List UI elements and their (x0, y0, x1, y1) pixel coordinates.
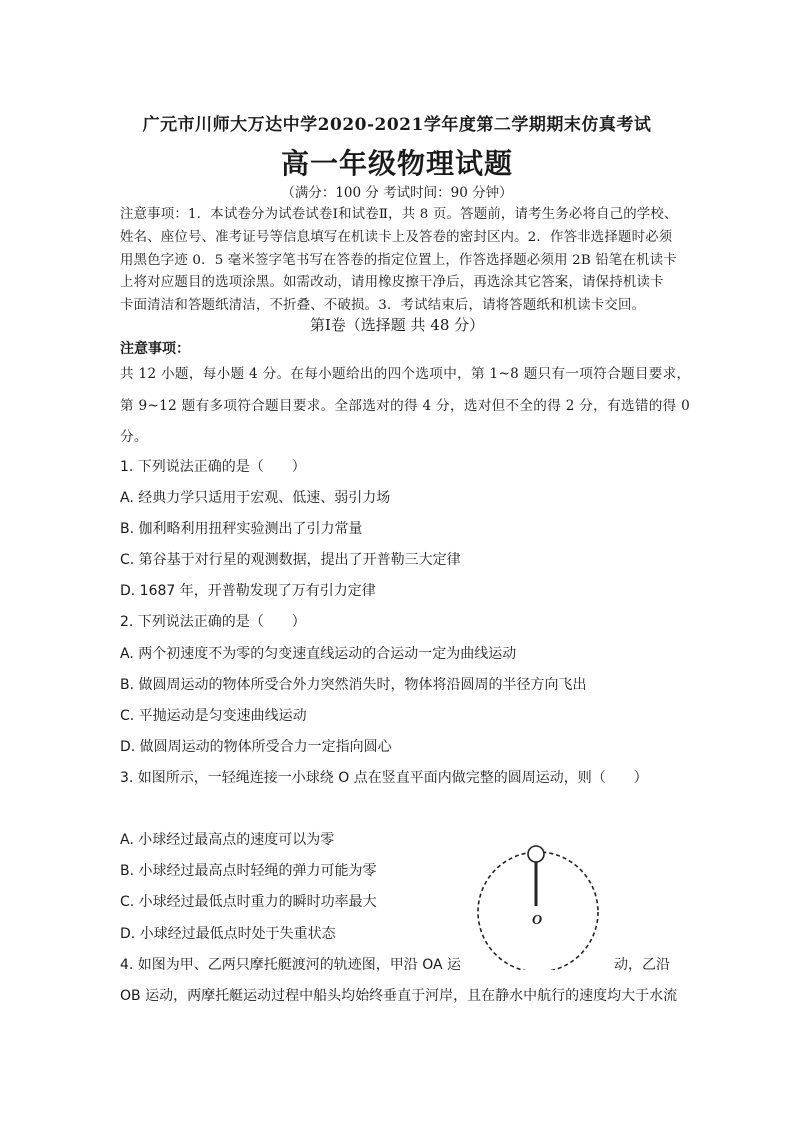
circular-motion-figure (474, 842, 602, 970)
ball (528, 846, 544, 862)
question-3-option-a: A. 小球经过最高点的速度可以为零 (120, 832, 335, 848)
notice-line: 用黑色字迹 0．5 毫米签字笔书写在答卷的指定位置上，作答选择题必须用 2B 铅笔在机读卡 (120, 252, 677, 268)
question-1-option-c: C. 第谷基于对行星的观测数据，提出了开普勒三大定律 (120, 552, 461, 568)
section-note-heading: 注意事项： (120, 341, 190, 357)
question-2-option-b: B. 做圆周运动的物体所受合外力突然消失时，物体将沿圆周的半径方向飞出 (120, 677, 587, 693)
question-4-stem-line2: OB 运动，两摩托艇运动过程中船头均始终垂直于河岸，且在静水中航行的速度均大于水流 (120, 988, 678, 1004)
question-3-option-d: D. 小球经过最低点时处于失重状态 (120, 926, 336, 942)
notice-line: 注意事项：1．本试卷分为试卷试卷Ⅰ和试卷Ⅱ，共 8 页。答题前，请考生务必将自己的学校、 (120, 207, 678, 222)
question-1-option-d: D. 1687 年，开普勒发现了万有引力定律 (120, 583, 376, 599)
question-3-option-c: C. 小球经过最低点时重力的瞬时功率最大 (120, 894, 377, 910)
exam-notice (120, 204, 680, 318)
center-label: O (532, 913, 543, 928)
question-3-option-b: B. 小球经过最高点时轻绳的弹力可能为零 (120, 863, 377, 879)
question-2-stem: 2. 下列说法正确的是（ ） (120, 614, 306, 630)
question-2-option-c: C. 平抛运动是匀变速曲线运动 (120, 708, 307, 724)
question-1-option-b: B. 伽利略利用扭秤实验测出了引力常量 (120, 521, 363, 537)
school-exam-title: 广元市川师大万达中学2020-2021学年度第二学期期末仿真考试 (142, 115, 652, 135)
paper-title: 高一年级物理试题 (280, 147, 513, 180)
question-1-stem: 1. 下列说法正确的是（ ） (120, 459, 306, 475)
question-3-stem: 3. 如图所示，一轻绳连接一小球绕 O 点在竖直平面内做完整的圆周运动，则（ ） (120, 770, 648, 786)
question-4-stem-part1: 4. 如图为甲、乙两只摩托艇渡河的轨迹图，甲沿 OA 运 (120, 957, 462, 973)
notice-line: 卡面清洁和答题纸清洁，不折叠、不破损。3．考试结束后，请将答题纸和机读卡交回。 (120, 298, 646, 314)
question-4-stem-part2: 动，乙沿 (614, 957, 670, 973)
notice-line: 姓名、座位号、准考证号等信息填写在机读卡上及答卷的密封区内。2．作答非选择题时必须 (120, 229, 673, 245)
section-rule-line: 分。 (120, 429, 148, 445)
section-rule-line: 第 9~12 题有多项符合题目要求。全部选对的得 4 分，选对但不全的得 2 分，有选错的得 0 (120, 398, 691, 414)
notice-line: 上将对应题目的选项涂黑。如需改动，请用橡皮擦干净后，再选涂其它答案，请保持机读卡 (120, 275, 664, 291)
section-title: 第Ⅰ卷（选择题 共 48 分） (309, 316, 485, 334)
question-2-option-a: A. 两个初速度不为零的匀变速直线运动的合运动一定为曲线运动 (120, 646, 517, 662)
circular-path (478, 852, 598, 970)
section-rule-line: 共 12 小题，每小题 4 分。在每小题给出的四个选项中，第 1~8 题只有一项符合题目要求， (120, 366, 691, 382)
question-2-option-d: D. 做圆周运动的物体所受合力一定指向圆心 (120, 739, 392, 755)
question-1-option-a: A. 经典力学只适用于宏观、低速、弱引力场 (120, 490, 391, 506)
exam-meta: （满分：100 分 考试时间：90 分钟） (281, 185, 513, 201)
